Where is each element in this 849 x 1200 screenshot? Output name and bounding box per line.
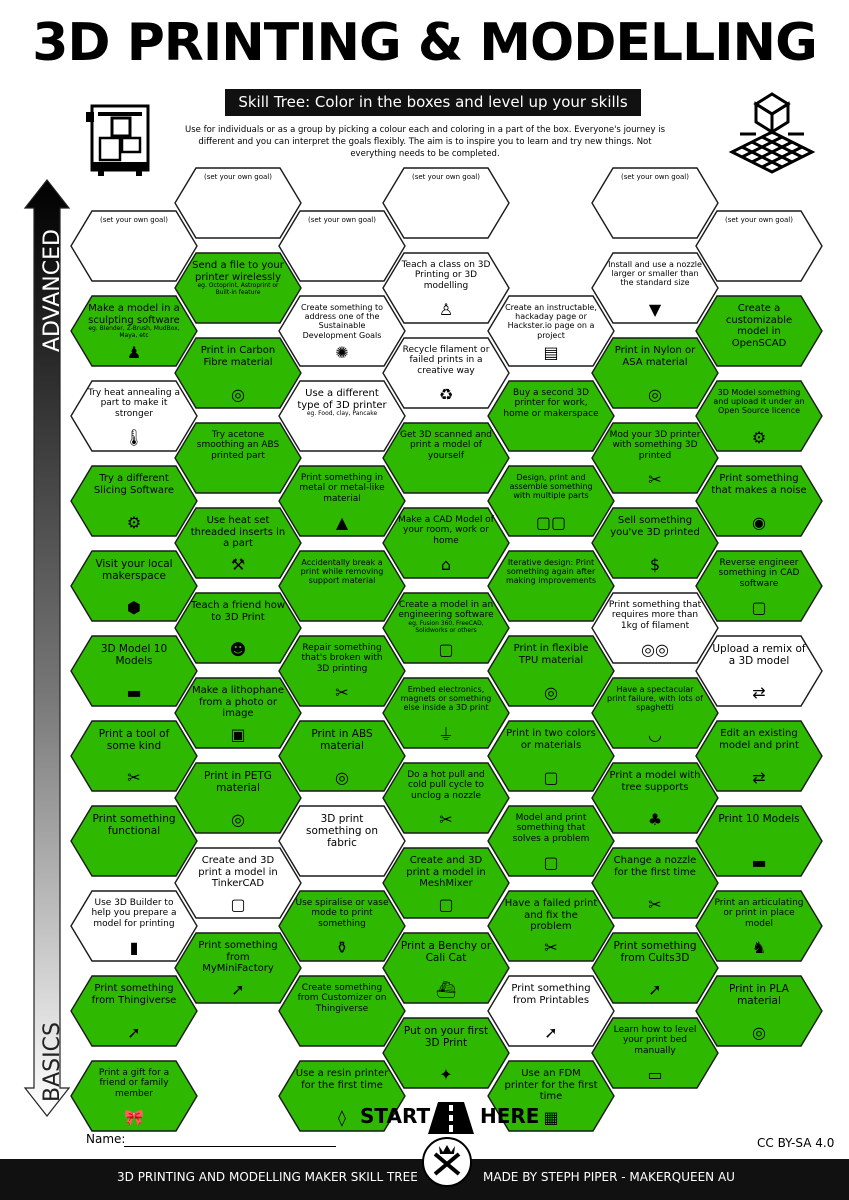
tools-icon: ✂ (648, 470, 662, 489)
cubes-icon: ▢▢ (535, 513, 567, 532)
skill-text: 3D Model something and upload it under an Open Source licence (713, 388, 805, 416)
filament-spool-icon: ◎ (231, 385, 245, 404)
skill-text: Create something from Customizer on Thingiverse (297, 983, 387, 1014)
skill-text: (set your own goal) (725, 216, 793, 224)
skill-text: Embed electronics, magnets or something else inside a 3D print (400, 685, 492, 713)
skill-text: Print in PETG material (204, 770, 272, 795)
skill-text: Buy a second 3D printer for work, home or makerspace (503, 388, 599, 419)
droplet-icon: ◊ (338, 1108, 346, 1127)
whistle-icon: ◉ (752, 513, 766, 532)
skill-text: Print a tool of some kind (98, 728, 170, 753)
skill-text: Iterative design: Print something again after making improvements (505, 558, 597, 586)
license-text: CC BY-SA 4.0 (757, 1136, 835, 1150)
skill-text: (set your own goal) (308, 216, 376, 224)
road-icon (428, 1102, 474, 1134)
cube-icon: ▢ (543, 853, 559, 872)
skill-text: Print an articulating or print in place model (714, 898, 804, 929)
skill-hex[interactable] (695, 295, 823, 367)
skill-text: Install and use a nozzle larger or smaller than the standard size (608, 260, 702, 288)
skill-text: Use an FDM printer for the first time (504, 1068, 598, 1102)
spools-icon: ◎◎ (641, 640, 669, 659)
skill-text: Model and print something that solves a problem (512, 813, 590, 844)
cursor-icon: ➚ (127, 1023, 141, 1042)
remix-arrows-icon: ⇄ (752, 768, 766, 787)
skill-text: Do a hot pull and cold pull cycle to unclog a nozzle (407, 770, 485, 801)
screw-icon: ⚒ (230, 555, 246, 574)
cursor-icon: ➚ (648, 980, 662, 999)
thermometer-icon: 🌡 (123, 428, 145, 447)
skill-text: Make a model in a sculpting software eg. Blender, Z-Brush, MudBox, Maya, etc (86, 303, 182, 340)
skill-text: Print in PLA material (728, 983, 789, 1008)
skill-text: Use a resin printer for the first time (295, 1068, 389, 1091)
skill-text: Print something functional (92, 813, 176, 838)
skill-text: Print something from Thingiverse (91, 983, 177, 1006)
filament-spool-icon: ◎ (648, 385, 662, 404)
led-icon: ⏚ (437, 725, 455, 744)
skill-text: Print 10 Models (718, 813, 800, 825)
skill-text: Repair something that's broken with 3D printing (301, 643, 383, 674)
footer-title: 3D PRINTING AND MODELLING MAKER SKILL TREE (117, 1170, 418, 1184)
name-field-line[interactable] (124, 1146, 336, 1147)
skill-text: Print in two colors or materials (506, 728, 596, 751)
cube-icon: ▢ (543, 768, 559, 787)
skill-text: Learn how to level your print bed manually (613, 1025, 697, 1056)
sdg-wheel-icon: ✺ (335, 343, 349, 362)
skill-text: Print something that makes a noise (711, 473, 807, 496)
cake-icon: ▬ (751, 853, 767, 872)
tools-icon: ✂ (648, 895, 662, 914)
skill-text: Print in Nylon or ASA material (614, 345, 696, 368)
skill-text: Print something that requires more than 1kg of filament (608, 600, 702, 631)
skill-text: Use 3D Builder to help you prepare a model for printing (91, 898, 177, 929)
skill-example-text: eg. Food, clay, Pancake (306, 410, 378, 417)
skill-text: Make a CAD Model of your room, work or home (398, 515, 494, 546)
skill-text: Accidentally break a print while removing support material (300, 558, 384, 586)
start-label: START (360, 1104, 431, 1128)
skill-hex[interactable] (382, 167, 510, 239)
skill-text: Try a different Slicing Software (93, 473, 175, 496)
ruler-icon: ▭ (647, 1065, 663, 1084)
skill-text: Mod your 3D printer with something 3D printed (609, 430, 701, 461)
skill-text: 3D print something on fabric (305, 813, 378, 850)
makerqueen-logo-icon (421, 1136, 473, 1188)
skill-text: Print something from Printables (511, 983, 591, 1006)
sculpt-icon: ♟ (126, 343, 142, 362)
teacher-icon: ♙ (438, 300, 454, 319)
tools-icon: ✂ (127, 768, 141, 787)
gift-bow-icon: 🎀 (124, 1108, 144, 1127)
name-label: Name: (86, 1132, 126, 1146)
skill-text: Teach a class on 3D Printing or 3D modelling (401, 260, 491, 291)
skill-text: (set your own goal) (100, 216, 168, 224)
location-pin-icon: ⬢ (127, 598, 141, 617)
skill-text: Have a spectacular print failure, with lots of spaghetti (607, 685, 703, 713)
skill-text: (set your own goal) (621, 173, 689, 181)
skill-text: Change a nozzle for the first time (613, 855, 697, 878)
skill-text: Use a different type of 3D printer eg. Food, clay, Pancake (294, 388, 390, 418)
skill-text: Print a model with tree supports (609, 770, 701, 793)
skill-hex[interactable] (695, 975, 823, 1047)
filament-spool-icon: ◎ (335, 768, 349, 787)
start-here-marker (360, 1102, 540, 1134)
skill-text: Edit an existing model and print (719, 728, 799, 751)
recycle-icon: ♻ (438, 385, 454, 404)
skill-text: Upload a remix of a 3D model (712, 643, 806, 668)
tools-icon: ✂ (439, 810, 453, 829)
remix-arrows-icon: ⇄ (752, 683, 766, 702)
skill-text: Try acetone smoothing an ABS printed part (196, 430, 280, 461)
skill-text: Send a file to your printer wirelessly eg. Octoprint, Astroprint or Built-in feature (190, 260, 286, 297)
skill-text: Print in ABS material (311, 728, 373, 753)
filament-spool-icon: ◎ (544, 683, 558, 702)
skill-text: Have a failed print and fix the problem (504, 898, 598, 932)
skill-text: Recycle filament or failed prints in a creative way (402, 345, 490, 376)
skill-text: Print in Carbon Fibre material (200, 345, 276, 368)
cube-icon: ▢ (438, 895, 454, 914)
skill-text: Print something in metal or metal-like material (299, 473, 385, 504)
printer-icon: ▦ (543, 1108, 559, 1127)
cube-icon: ▢ (230, 895, 246, 914)
cube-on-grid-icon (728, 90, 816, 174)
house-icon: ⌂ (440, 555, 452, 574)
builder-icon: ▮ (129, 938, 139, 957)
skill-hex[interactable] (695, 635, 823, 707)
filament-spool-icon: ◎ (231, 810, 245, 829)
skill-text: Print something from Cults3D (613, 940, 697, 965)
skill-text: Print in flexible TPU material (513, 643, 589, 666)
skill-text: Make a lithophane from a photo or image (191, 685, 285, 719)
skill-text: Try heat annealing a part to make it stronger (88, 388, 180, 419)
3d-printer-icon (84, 98, 156, 178)
tools-icon: ✂ (335, 683, 349, 702)
skill-hex[interactable] (695, 720, 823, 792)
intro-text: Use for individuals or as a group by picking a colour each and coloring in a part of the box. Everyone's journey is different and you can interpret the goals flexibly. The aim is to inspire you to learn and try new things. Not everything needs to be completed. (185, 125, 665, 159)
skill-text: (set your own goal) (412, 173, 480, 181)
spaghetti-icon: ◡ (648, 725, 662, 744)
skill-text: Teach a friend how to 3D Print (190, 600, 286, 623)
skill-text: Get 3D scanned and print a model of yourself (399, 430, 493, 461)
skill-text: Create an instructable, hackaday page or Hackster.io page on a project (505, 303, 597, 340)
skill-text: Use heat set threaded inserts in a part (190, 515, 286, 549)
skill-text: Use spiralise or vase mode to print something (295, 898, 389, 929)
gear-icon: ⚙ (751, 428, 767, 447)
skill-hex[interactable] (695, 550, 823, 622)
page-title: 3D PRINTING & MODELLING (32, 13, 817, 73)
skill-text: Print something from MyMiniFactory (198, 940, 278, 974)
subtitle-banner: Skill Tree: Color in the boxes and level up your skills (225, 89, 641, 116)
skill-text: Print a Benchy or Cali Cat (400, 940, 492, 965)
skill-hex[interactable] (695, 210, 823, 282)
money-bag-icon: $ (649, 555, 661, 574)
cube-icon: ▢ (751, 598, 767, 617)
skill-text: Create and 3D print a model in TinkerCAD (198, 855, 278, 889)
filament-spool-icon: ◎ (752, 1023, 766, 1042)
cake-icon: ▬ (126, 683, 142, 702)
cube-icon: ▢ (438, 640, 454, 659)
skill-example-text: eg. Blender, Z-Brush, MudBox, Maya, etc (88, 325, 180, 339)
skill-text: Design, print and assemble something with multiple parts (509, 473, 593, 501)
cursor-icon: ➚ (544, 1023, 558, 1042)
dragon-icon: ♞ (751, 938, 767, 957)
tools-icon: ✂ (544, 938, 558, 957)
skill-text: (set your own goal) (204, 173, 272, 181)
skill-text: Create a customizable model in OpenSCAD (725, 303, 793, 349)
skill-text: Visit your local makerspace (95, 558, 173, 583)
cursor-icon: ➚ (231, 980, 245, 999)
skill-text: Create and 3D print a model in MeshMixer (406, 855, 486, 889)
nozzle-icon: ▼ (648, 300, 662, 319)
anvil-icon: ▲ (335, 513, 349, 532)
skill-text: 3D Model 10 Models (100, 643, 168, 668)
skill-text: Create a model in an engineering software eg. Fusion 360, FreeCAD, Solidworks or others (398, 600, 494, 634)
skill-hex[interactable] (70, 1060, 198, 1132)
skill-example-text: eg. Fusion 360, FreeCAD, Solidworks or others (408, 619, 484, 634)
laptop-gear-icon: ⚙ (126, 513, 142, 532)
tree-icon: ♣ (647, 810, 663, 829)
picture-icon: ▣ (230, 725, 246, 744)
benchy-icon: ⛴ (435, 980, 457, 999)
friends-icon: ☻ (229, 640, 247, 659)
skill-hex[interactable] (695, 380, 823, 452)
skill-hex[interactable] (695, 890, 823, 962)
skill-text: Reverse engineer something in CAD software (718, 558, 800, 589)
advanced-label: ADVANCED (40, 229, 65, 352)
basics-label: BASICS (40, 1022, 65, 1102)
skill-text: Put on your first 3D Print (403, 1025, 489, 1050)
skill-example-text: eg. Octoprint, Astroprint or Built-in feature (197, 282, 279, 296)
document-icon: ▤ (543, 343, 559, 362)
party-popper-icon: ✦ (439, 1065, 453, 1084)
vase-icon: ⚱ (335, 938, 349, 957)
skill-text: Sell something you've 3D printed (610, 515, 700, 538)
footer-credit: MADE BY STEPH PIPER - MAKERQUEEN AU (483, 1170, 735, 1184)
skill-hex[interactable] (695, 465, 823, 537)
skill-text: Create something to address one of the Sustainable Development Goals (300, 303, 384, 340)
skill-text: Print a gift for a friend or family member (98, 1068, 170, 1099)
skill-hex[interactable] (695, 805, 823, 877)
here-label: HERE (480, 1104, 540, 1128)
